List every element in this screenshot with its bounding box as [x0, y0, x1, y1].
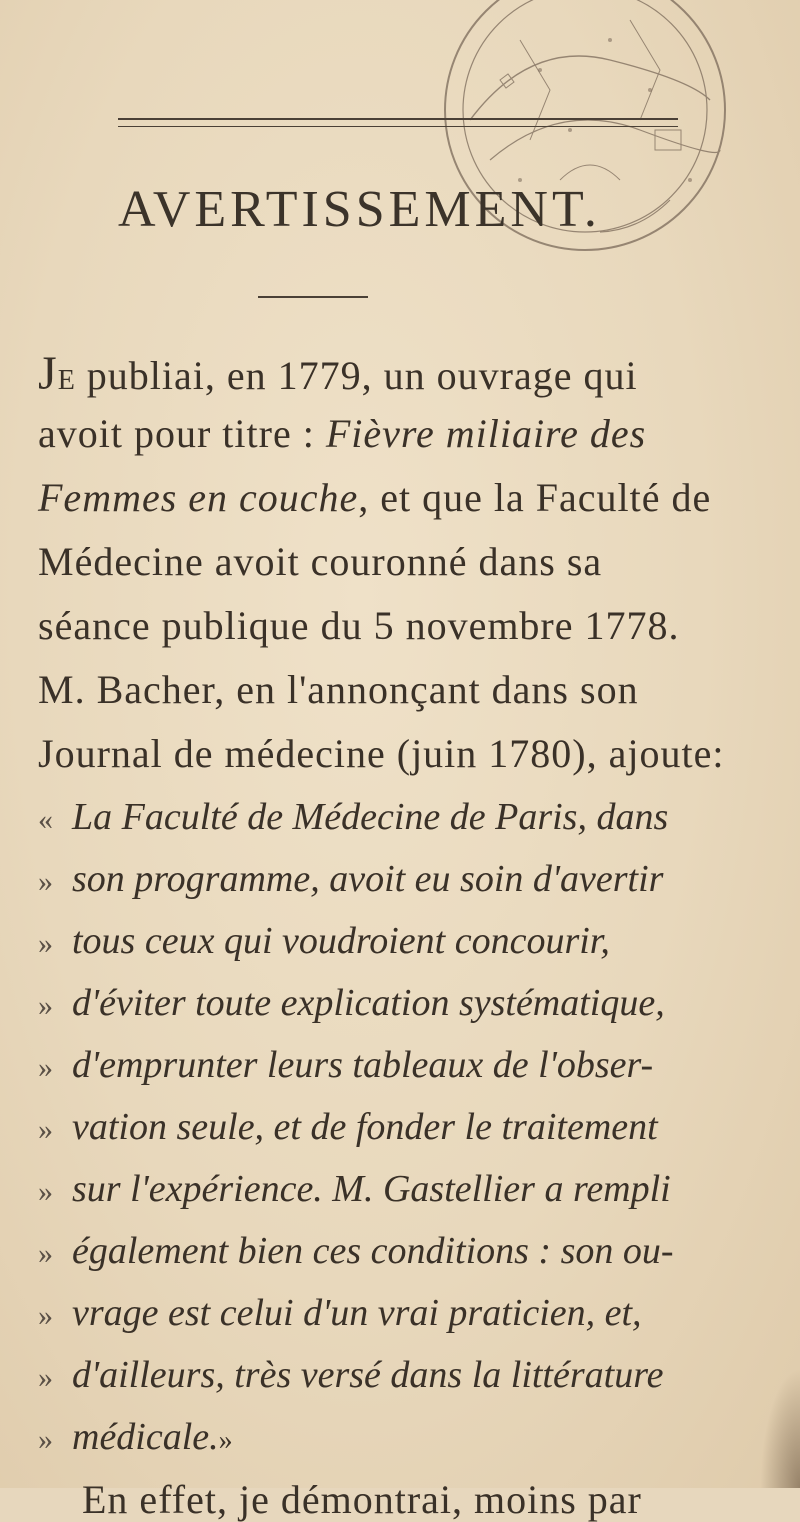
paragraph1-line-1	[38, 347, 638, 400]
dropcap: J	[38, 347, 58, 400]
cont-quote-mark: »	[38, 865, 53, 898]
quote-line-7	[38, 1170, 671, 1208]
quote-text-6: vation seule, et de fonder le traitement	[72, 1106, 658, 1148]
quote-text-5: d'emprunter leurs tableaux de l'obser-	[72, 1044, 654, 1086]
page-smudge	[760, 1368, 800, 1488]
paragraph1-line-5: séance publique du 5 novembre 1778.	[38, 603, 680, 648]
section-heading: AVERTISSEMENT.	[118, 181, 601, 238]
cont-quote-mark: »	[38, 1299, 53, 1332]
quote-text-3: tous ceux qui voudroient concourir,	[72, 920, 610, 962]
quote-line-1	[38, 798, 668, 836]
quote-text-7: sur l'expérience. M. Gastellier a rempli	[72, 1168, 671, 1210]
cont-quote-mark: »	[38, 1423, 53, 1456]
title-italic-1: Fièvre miliaire des	[325, 411, 647, 456]
paragraph1-text-1: publiai, en 1779, un ouvrage qui	[75, 353, 638, 398]
cont-quote-mark: »	[38, 1237, 53, 1270]
quote-line-3	[38, 922, 610, 960]
cont-quote-mark: »	[38, 1361, 53, 1394]
quote-text-1: La Faculté de Médecine de Paris, dans	[72, 796, 669, 838]
quote-text-8: également bien ces conditions : son ou-	[72, 1230, 674, 1272]
quote-line-11	[38, 1418, 233, 1456]
paragraph1-text-3: , et que la Faculté de	[358, 475, 712, 520]
paragraph1-line-4: Médecine avoit couronné dans sa	[38, 539, 603, 584]
close-quote-mark: »	[218, 1425, 233, 1456]
cont-quote-mark: »	[38, 989, 53, 1022]
paragraph2-line-1: En effet, je démontrai, moins par	[82, 1477, 642, 1522]
cont-quote-mark: »	[38, 1175, 53, 1208]
top-rule-thin	[118, 126, 678, 127]
cont-quote-mark: »	[38, 927, 53, 960]
cont-quote-mark: »	[38, 1113, 53, 1146]
quote-text-2: son programme, avoit eu soin d'avertir	[72, 858, 664, 900]
quote-text-10: d'ailleurs, très versé dans la littérature	[72, 1354, 664, 1396]
paragraph1-line-6: M. Bacher, en l'annonçant dans son	[38, 667, 639, 712]
quote-line-5	[38, 1046, 653, 1084]
title-italic-2: Femmes en couche	[38, 475, 359, 520]
paragraph1-line-3	[38, 475, 712, 520]
paragraph1-text-2: avoit pour titre :	[38, 411, 326, 456]
paragraph1-line-2	[38, 411, 647, 456]
top-rule	[118, 118, 678, 120]
cont-quote-mark: »	[38, 1051, 53, 1084]
quote-line-4	[38, 984, 665, 1022]
quote-line-9	[38, 1294, 642, 1332]
quote-text-9: vrage est celui d'un vrai praticien, et,	[72, 1292, 642, 1334]
quote-text-11: médicale.	[72, 1416, 219, 1458]
quote-text-4: d'éviter toute explication systématique,	[72, 982, 665, 1024]
heading-underline-rule	[258, 296, 368, 298]
quote-line-8	[38, 1232, 674, 1270]
quote-line-10	[38, 1356, 663, 1394]
quote-line-6	[38, 1108, 658, 1146]
dropcap-continuation: E	[57, 365, 76, 396]
paragraph1-line-7: Journal de médecine (juin 1780), ajoute:	[38, 731, 725, 776]
quote-line-2	[38, 860, 663, 898]
open-quote-mark: «	[38, 803, 53, 836]
